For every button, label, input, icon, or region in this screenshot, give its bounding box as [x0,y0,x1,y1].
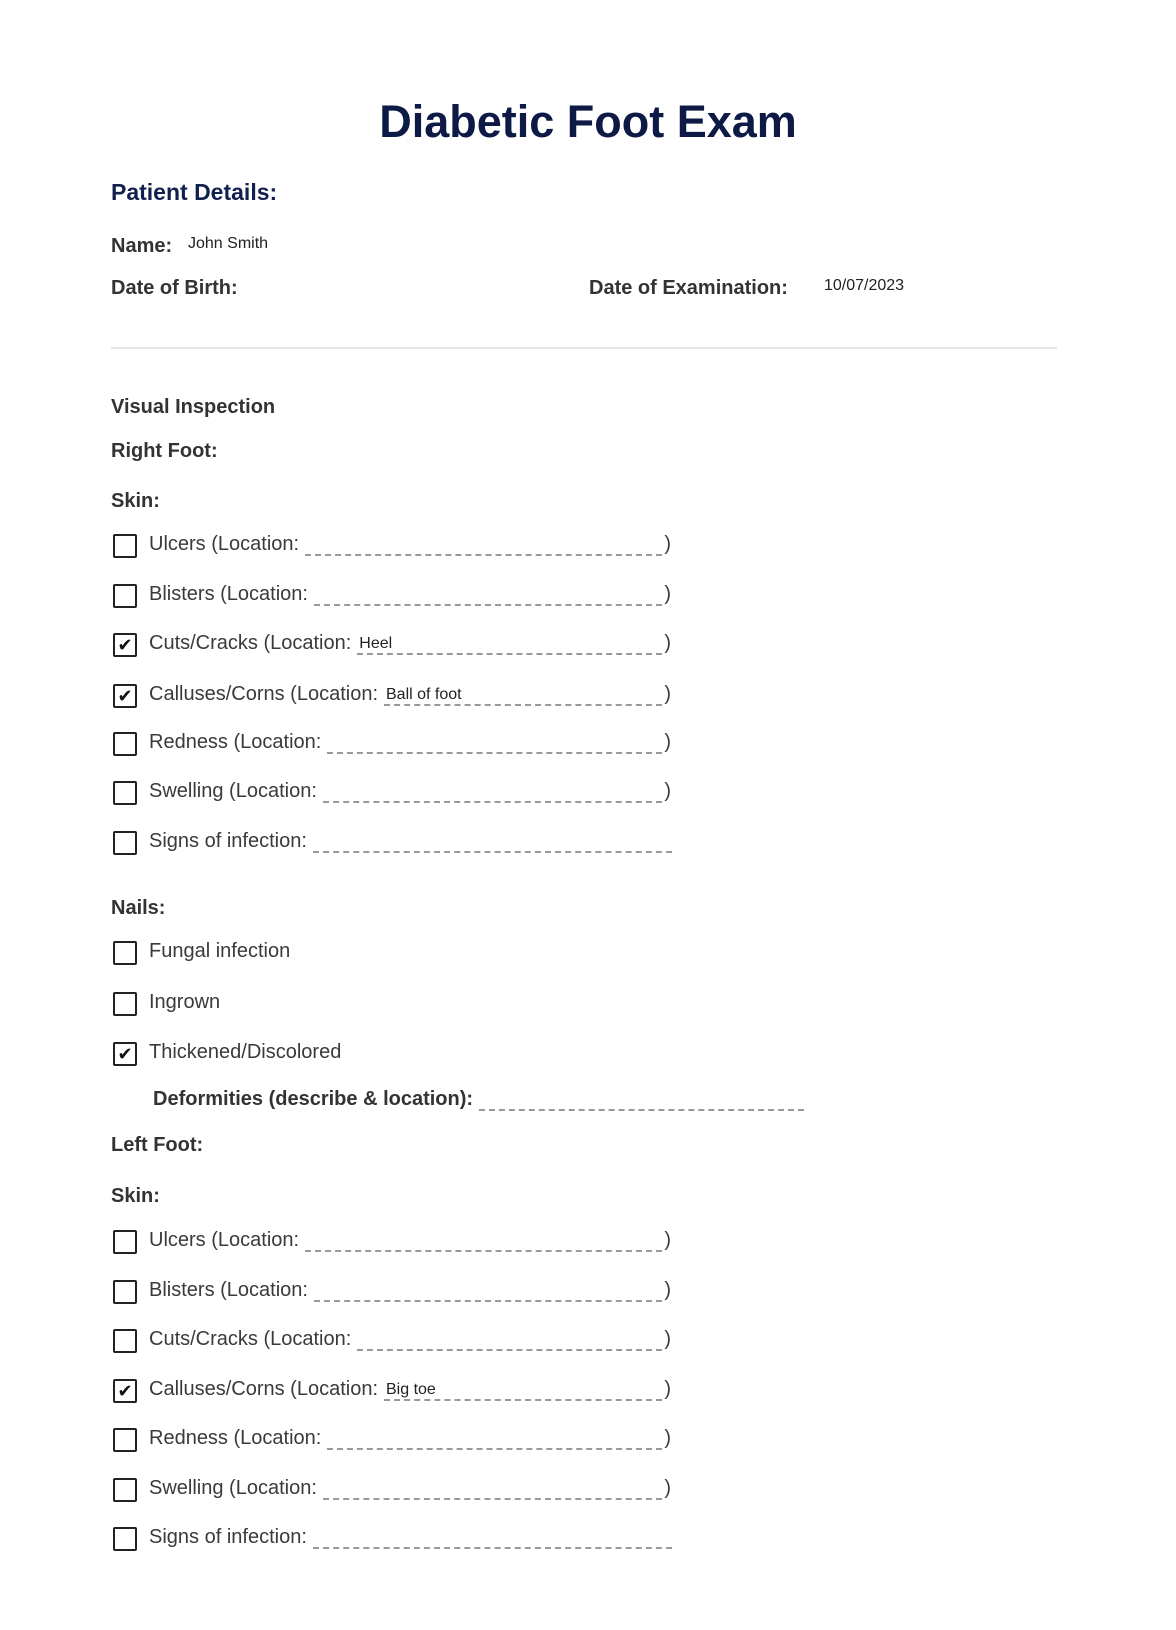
item-label: Calluses/Corns (Location: [149,1377,378,1400]
location-input[interactable] [384,682,662,706]
checklist-item [113,1324,671,1354]
close-paren: ) [664,1228,671,1251]
item-label: Cuts/Cracks (Location: [149,1327,352,1350]
divider [111,347,1057,349]
checklist-item [113,1225,671,1255]
item-label: Signs of infection: [149,1525,307,1548]
item-label: Calluses/Corns (Location: [149,682,378,705]
dob-label: Date of Birth: [111,277,238,299]
close-paren: ) [664,582,671,605]
location-input[interactable] [327,730,662,754]
item-label: Ingrown [149,990,221,1013]
checkbox[interactable] [113,941,137,965]
item-label: Ulcers (Location: [149,1228,300,1251]
checklist-item [113,826,672,856]
deformities-input[interactable] [479,1087,804,1111]
item-label: Signs of infection: [149,829,307,852]
location-input[interactable] [323,1476,662,1500]
checklist-item [113,679,671,709]
item-label: Blisters (Location: [149,582,308,605]
patient-details-heading: Patient Details: [111,179,278,205]
right-foot-heading: Right Foot: [111,440,218,462]
item-label: Swelling (Location: [149,1476,317,1499]
checkbox[interactable] [113,1428,137,1452]
item-label: Blisters (Location: [149,1278,308,1301]
checkbox-checked[interactable] [113,1042,137,1066]
close-paren: ) [664,1426,671,1449]
checkmark-icon: ✔ [117,686,133,706]
close-paren: ) [664,1327,671,1350]
location-value: Big toe [386,1381,436,1398]
checkmark-icon: ✔ [117,1044,133,1064]
exam-date-label: Date of Examination: [589,277,788,299]
checkbox-checked[interactable] [113,1379,137,1403]
checkbox[interactable] [113,992,137,1016]
checkbox[interactable] [113,584,137,608]
checkmark-icon: ✔ [117,1381,133,1401]
checklist-item [113,776,671,806]
item-label: Swelling (Location: [149,779,317,802]
location-input[interactable] [305,1228,662,1252]
item-label: Ulcers (Location: [149,532,300,555]
checklist-item [113,1473,671,1503]
checkbox[interactable] [113,1280,137,1304]
checklist-item [113,1522,672,1552]
right-nails-heading: Nails: [111,897,166,919]
close-paren: ) [664,631,671,654]
location-input[interactable] [313,829,672,853]
checklist-item [113,936,290,966]
deformities-row [153,1084,804,1114]
close-paren: ) [664,730,671,753]
location-input[interactable] [357,631,662,655]
location-input[interactable] [313,1525,672,1549]
visual-inspection-heading: Visual Inspection [111,396,276,418]
exam-date-value[interactable]: 10/07/2023 [824,277,905,294]
item-label: Redness (Location: [149,1426,322,1449]
location-value: Ball of foot [386,686,462,703]
deformities-label: Deformities (describe & location): [153,1087,474,1110]
name-value[interactable]: John Smith [188,235,269,252]
close-paren: ) [664,1278,671,1301]
checklist-item [113,727,671,757]
close-paren: ) [664,779,671,802]
right-skin-heading: Skin: [111,490,160,512]
location-input[interactable] [305,532,662,556]
left-foot-heading: Left Foot: [111,1134,204,1156]
checkbox[interactable] [113,534,137,558]
item-label: Fungal infection [149,939,291,962]
location-input[interactable] [314,582,662,606]
page-title: Diabetic Foot Exam [379,96,797,147]
checkbox[interactable] [113,781,137,805]
checklist-item [113,1374,671,1404]
location-input[interactable] [384,1377,662,1401]
checklist-item [113,628,671,658]
checkbox[interactable] [113,1230,137,1254]
checklist-item [113,987,220,1017]
close-paren: ) [664,1377,671,1400]
location-input[interactable] [327,1426,662,1450]
checkbox[interactable] [113,1527,137,1551]
checklist-item [113,529,671,559]
close-paren: ) [664,532,671,555]
checkbox-checked[interactable] [113,684,137,708]
checkbox[interactable] [113,1329,137,1353]
left-skin-heading: Skin: [111,1185,160,1207]
location-input[interactable] [314,1278,662,1302]
checklist-item [113,1423,671,1453]
item-label: Cuts/Cracks (Location: [149,631,352,654]
checklist-item [113,1275,671,1305]
location-value: Heel [359,635,393,652]
checkbox[interactable] [113,831,137,855]
location-input[interactable] [357,1327,662,1351]
item-label: Thickened/Discolored [149,1040,342,1063]
location-input[interactable] [323,779,662,803]
checkbox-checked[interactable] [113,633,137,657]
checkbox[interactable] [113,732,137,756]
item-label: Redness (Location: [149,730,322,753]
close-paren: ) [664,682,671,705]
checklist-item [113,579,671,609]
checklist-item [113,1037,341,1067]
close-paren: ) [664,1476,671,1499]
checkbox[interactable] [113,1478,137,1502]
name-label: Name: [111,235,173,257]
checkmark-icon: ✔ [117,635,133,655]
